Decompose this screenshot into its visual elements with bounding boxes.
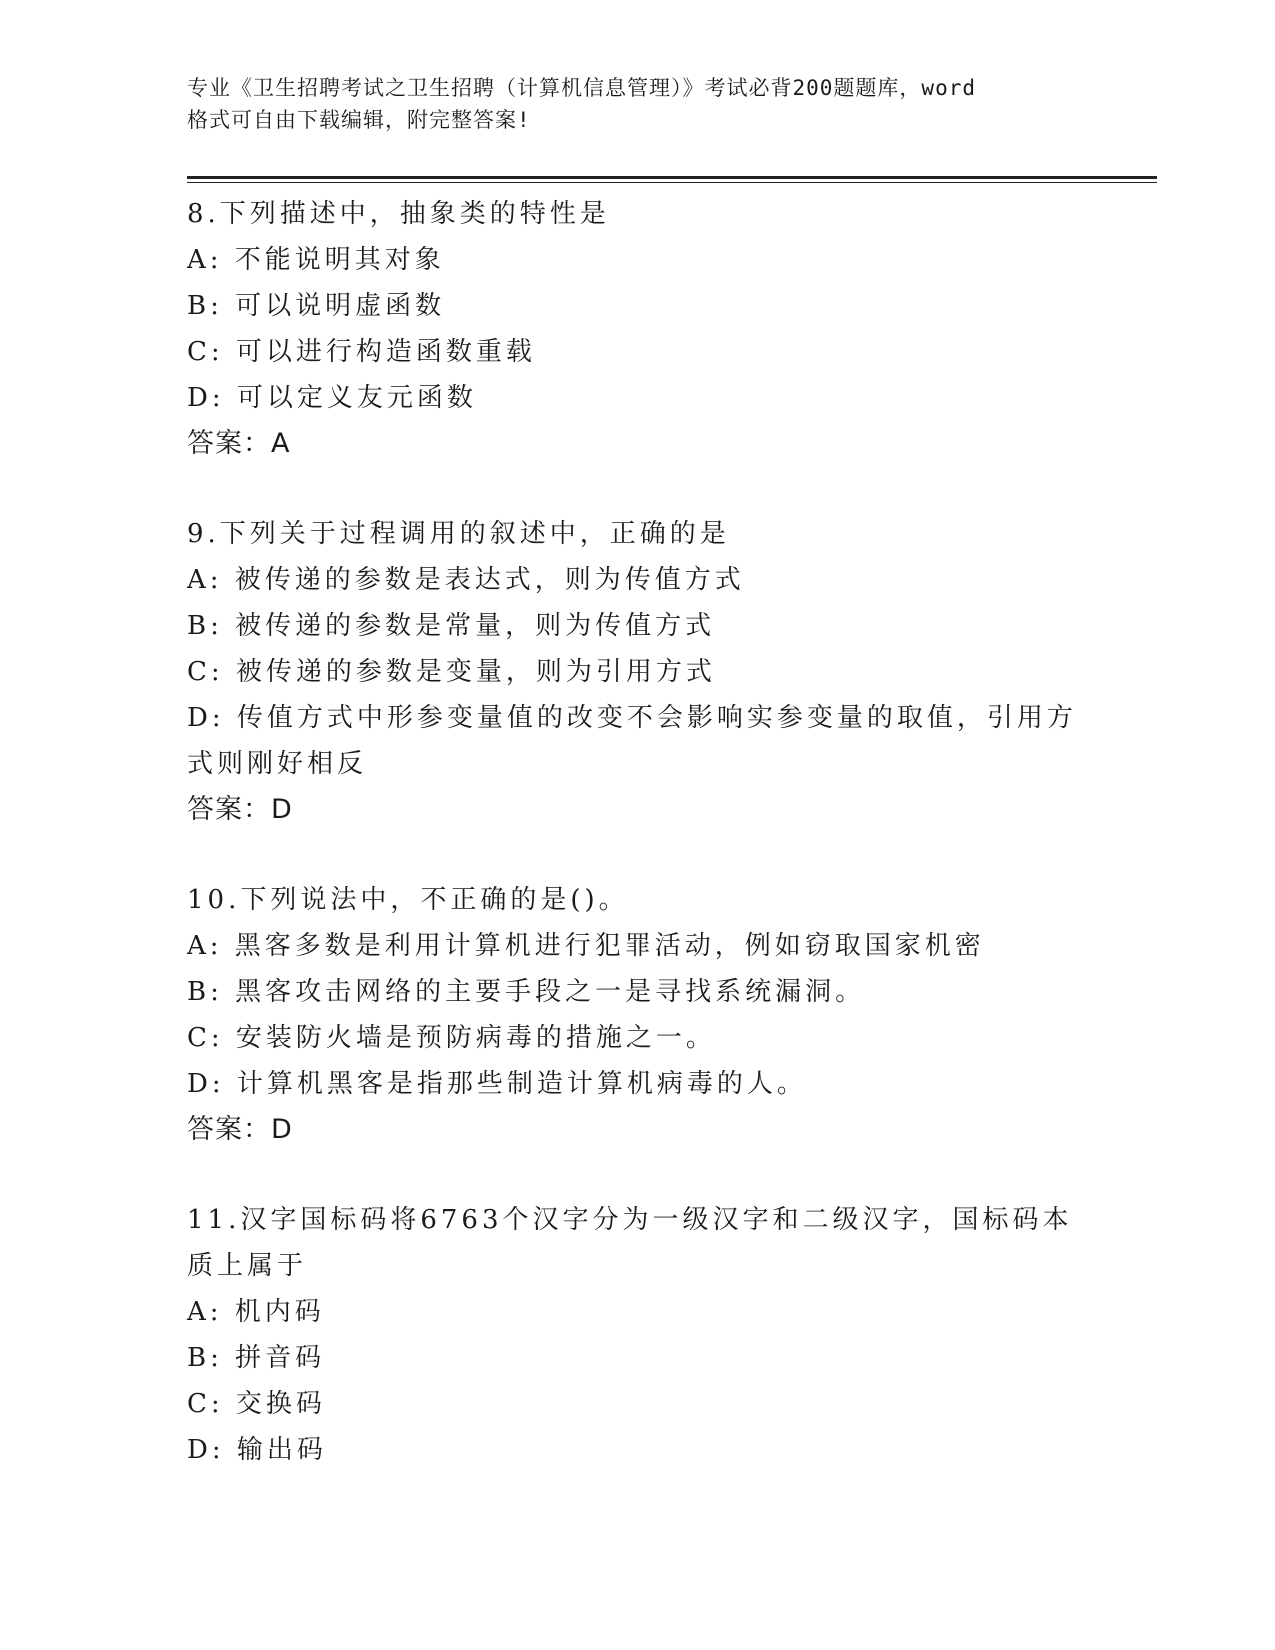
header-divider-thin <box>187 182 1157 183</box>
answer-label: 答案：D <box>187 794 293 825</box>
option-d: D: 输出码 <box>187 1435 327 1465</box>
option-d: D: 计算机黑客是指那些制造计算机病毒的人。 <box>187 1069 807 1099</box>
question-stem: 9.下列关于过程调用的叙述中，正确的是 <box>187 519 730 549</box>
option-b: B: 黑客攻击网络的主要手段之一是寻找系统漏洞。 <box>187 977 866 1007</box>
option-a: A: 不能说明其对象 <box>187 245 445 275</box>
option-c: C: 安装防火墙是预防病毒的措施之一。 <box>187 1023 716 1053</box>
question-10 <box>187 877 1087 1153</box>
answer-label: 答案：A <box>187 428 291 459</box>
document-header <box>187 72 1107 136</box>
question-stem: 10.下列说法中，不正确的是()。 <box>187 885 629 915</box>
option-a: A: 被传递的参数是表达式，则为传值方式 <box>187 565 745 595</box>
question-stem: 11.汉字国标码将6763个汉字分为一级汉字和二级汉字，国标码本质上属于 <box>187 1205 1073 1281</box>
option-d: D: 传值方式中形参变量值的改变不会影响实参变量的取值，引用方式则刚好相反 <box>187 703 1077 779</box>
option-a: A: 黑客多数是利用计算机进行犯罪活动，例如窃取国家机密 <box>187 931 985 961</box>
option-a: A: 机内码 <box>187 1297 325 1327</box>
question-9 <box>187 511 1087 833</box>
option-b: B: 被传递的参数是常量，则为传值方式 <box>187 611 716 641</box>
option-b: B: 可以说明虚函数 <box>187 291 446 321</box>
question-list <box>187 191 1087 1517</box>
question-11 <box>187 1197 1087 1473</box>
header-line-2: 格式可自由下载编辑，附完整答案! <box>187 108 531 132</box>
option-d: D: 可以定义友元函数 <box>187 383 477 413</box>
option-c: C: 被传递的参数是变量，则为引用方式 <box>187 657 716 687</box>
header-line-1: 专业《卫生招聘考试之卫生招聘（计算机信息管理）》考试必背200题题库，word <box>187 76 976 100</box>
option-c: C: 可以进行构造函数重载 <box>187 337 536 367</box>
answer-label: 答案：D <box>187 1114 293 1145</box>
option-b: B: 拼音码 <box>187 1343 326 1373</box>
header-divider-thick <box>187 176 1157 179</box>
question-stem: 8.下列描述中，抽象类的特性是 <box>187 199 610 229</box>
question-8 <box>187 191 1087 467</box>
option-c: C: 交换码 <box>187 1389 326 1419</box>
